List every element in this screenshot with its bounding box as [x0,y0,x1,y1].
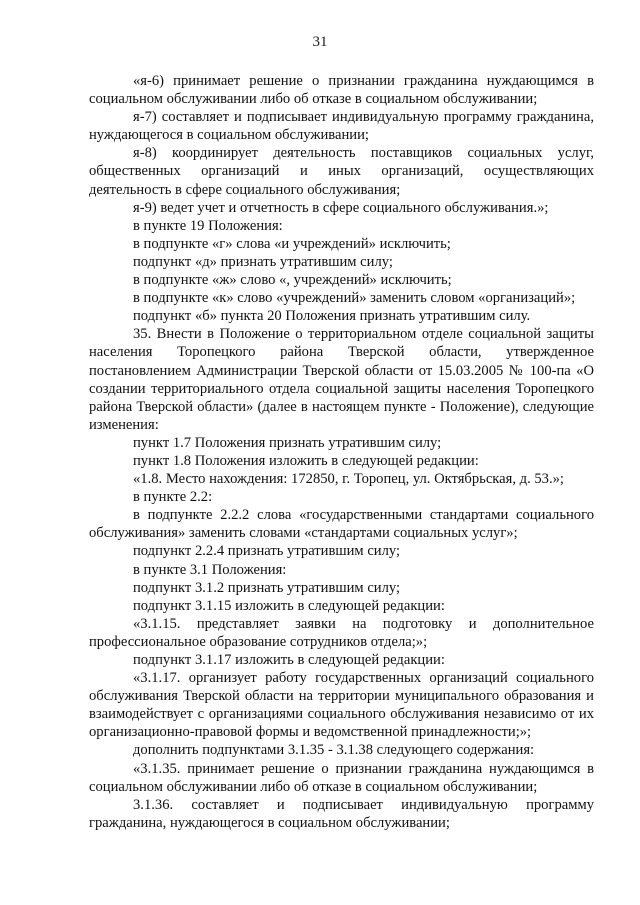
paragraph: в пункте 19 Положения: [133,217,283,234]
paragraph: пункт 1.8 Положения изложить в следующей редакции: [133,452,479,469]
paragraph: «1.8. Место нахождения: 172850, г. Торопец, ул. Октябрьская, д. 53.»; [133,471,564,488]
paragraph: 3.1.36. составляет и подписывает индивидуальную программу гражданина, нуждающегося в социальном обслуживании; [89,796,594,831]
paragraph: подпункт 3.1.17 изложить в следующей редакции: [133,652,445,668]
paragraph: 35. Внести в Положение о территориальном отделе социальной защиты населения Торопецкого района Тверской области, утвержденное постановлением Администрации Тверской области от 15.03.2005 № 100-па «О создании территориального отдела социальной защиты населения Торопецкого района Тверской области» (далее в настоящем пункте - Положение), следующие изменения: [89,326,594,433]
paragraph: в пункте 2.2: [133,489,213,506]
paragraph: дополнить подпунктами 3.1.35 - 3.1.38 следующего содержания: [133,742,535,759]
page-number: 31 [312,34,328,50]
paragraph: «3.1.35. принимает решение о признании гражданина нуждающимся в социальном обслуживании либо об отказе в социальном обслуживании; [89,760,594,795]
paragraph: я-9) ведет учет и отчетность в сфере социального обслуживания.»; [133,199,549,216]
paragraph: подпункт «б» пункта 20 Положения признать утратившим силу. [133,308,531,325]
paragraph: я-8) координирует деятельность поставщиков социальных услуг, общественных организаций и иных организаций, осуществляющих деятельность в сфере социального обслуживания; [89,145,594,198]
paragraph: «я-6) принимает решение о признании гражданина нуждающимся в социальном обслуживании либо об отказе в социальном обслуживании; [89,73,594,108]
paragraph: подпункт «д» признать утратившим силу; [133,253,393,270]
document-body [89,72,594,832]
paragraph: в подпункте 2.2.2 слова «государственными стандартами социального обслуживания» заменить словами «стандартами социальных услуг»; [89,507,594,542]
paragraph: подпункт 3.1.15 изложить в следующей редакции: [133,597,445,614]
paragraph: пункт 1.7 Положения признать утратившим силу; [133,434,442,451]
paragraph: я-7) составляет и подписывает индивидуальную программу гражданина, нуждающегося в социальном обслуживании; [89,109,594,144]
paragraph: в подпункте «к» слово «учреждений» заменить словом «организаций»; [133,290,576,307]
paragraph: «3.1.15. представляет заявки на подготовку и дополнительное профессиональное образование сотрудников отдела;»; [89,615,594,650]
paragraph: в подпункте «г» слова «и учреждений» исключить; [133,235,451,252]
paragraph: «3.1.17. организует работу государственных организаций социального обслуживания Тверской области на территории муниципального образования и взаимодействует с организациями социального обслуживания независимо от их организационно-правовой формы и ведомственной принадлежности;»; [89,670,594,741]
paragraph: подпункт 2.2.4 признать утратившим силу; [133,543,401,560]
paragraph: в подпункте «ж» слово «, учреждений» исключить; [133,272,452,289]
paragraph: подпункт 3.1.2 признать утратившим силу; [133,579,401,596]
paragraph: в пункте 3.1 Положения: [133,561,287,578]
